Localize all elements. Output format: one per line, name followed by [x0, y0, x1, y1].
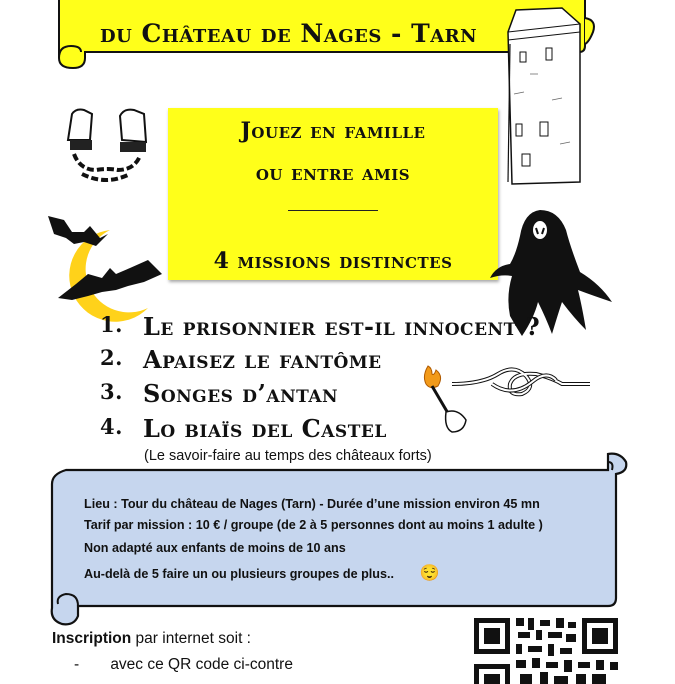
mission-number: 4. — [100, 414, 123, 439]
mission-number: 2. — [100, 345, 123, 370]
mission-label: Le prisonnier est-il innocent ? — [143, 312, 541, 341]
highlight-line-3: 4 missions distinctes — [213, 248, 453, 274]
inscription-bullet — [74, 656, 293, 674]
info-age-note: Non adapté aux enfants de moins de 10 ans — [84, 541, 346, 555]
castle-tower-icon — [500, 4, 586, 186]
highlight-line-1: Jouez en famille — [240, 118, 426, 144]
qr-code-icon[interactable] — [470, 614, 622, 684]
info-group-text: Au-delà de 5 faire un ou plusieurs groupes de plus.. — [84, 567, 394, 581]
mission-label: Apaisez le fantôme — [143, 345, 382, 374]
rope-knot-icon — [452, 362, 590, 400]
info-price: Tarif par mission : 10 € / groupe (de 2 à 5 personnes dont au moins 1 adulte ) — [84, 518, 543, 532]
info-group-note — [84, 563, 439, 583]
chained-fists-icon — [60, 104, 156, 188]
smiley-emoji: 😌 — [419, 565, 440, 582]
inscription-bold: Inscription — [52, 630, 132, 647]
bat-moon-icon — [44, 212, 170, 324]
highlight-box — [168, 108, 498, 280]
inscription-heading — [52, 630, 251, 648]
mission-number: 3. — [100, 379, 123, 404]
info-scroll-panel — [38, 448, 634, 628]
mission-4-subtitle: (Le savoir-faire au temps des châteaux forts) — [144, 448, 432, 464]
bullet-dash: - — [74, 656, 80, 673]
mission-label: Lo biaïs del Castel — [143, 414, 387, 443]
divider — [288, 210, 378, 211]
inscription-rest: par internet soit : — [131, 630, 251, 647]
page-title: du Château de Nages - Tarn — [100, 19, 478, 48]
info-location: Lieu : Tour du château de Nages (Tarn) - Durée d’une mission environ 45 mn — [84, 497, 540, 511]
highlight-line-2: ou entre amis — [255, 160, 411, 186]
mission-number: 1. — [100, 312, 123, 337]
mission-label: Songes d’antan — [143, 379, 339, 408]
bullet-text: avec ce QR code ci-contre — [110, 656, 293, 673]
